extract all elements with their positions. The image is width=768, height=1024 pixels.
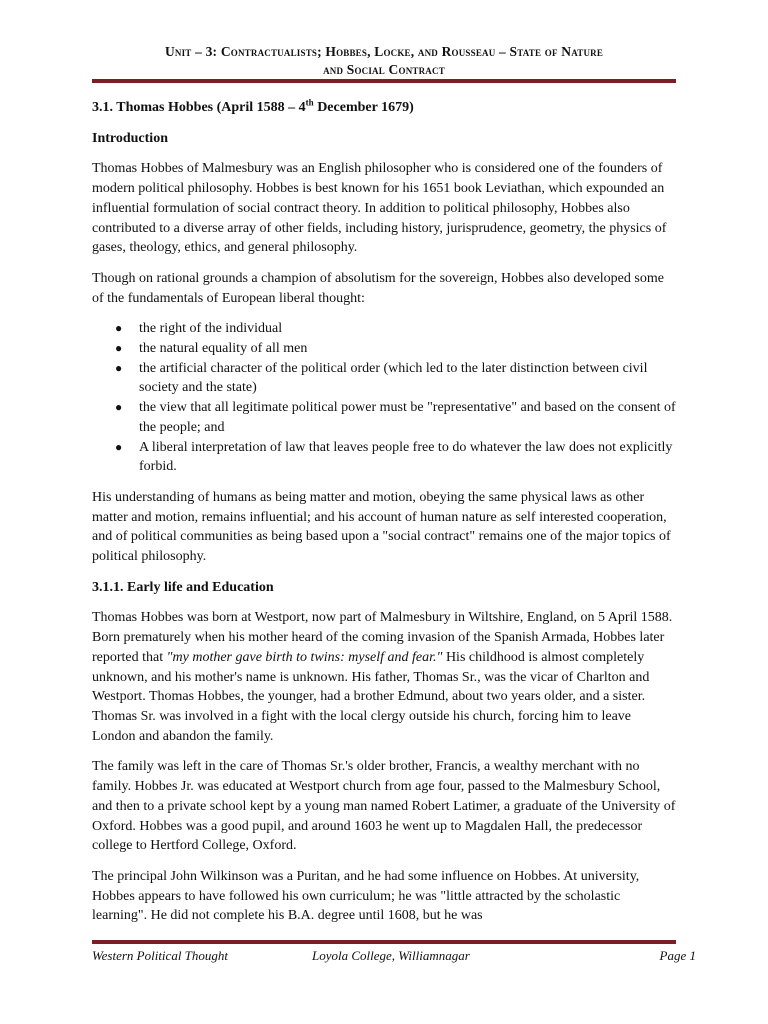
paragraph-university: The principal John Wilkinson was a Puritan, and he had some influence on Hobbes. At university, Hobbes appears to have followed his own curriculum; he was "little attracted by the scholastic learning". He did not complete his B.A. degree until 1608, but he was [92,868,640,924]
paragraph-human-nature: His understanding of humans as being matter and motion, obeying the same physical laws as other matter and motion, remains influential; and his account of human nature as self interested cooperation, and of political communities as being based upon a "social contract" remains one of the major topics of political philosophy. [92,489,671,565]
bullet-icon: ● [115,400,123,415]
list-item: ● A liberal interpretation of law that leaves people free to do whatever the law does not explicitly forbid. [115,439,673,475]
footer-divider [92,940,676,944]
subsection-heading: 3.1.1. Early life and Education [92,579,274,595]
bullet-icon: ● [115,341,123,356]
header-divider [92,79,676,83]
paragraph-early-life: Thomas Hobbes was born at Westport, now part of Malmesbury in Wiltshire, England, on 5 April 1588. Born prematurely when his mother heard of the coming invasion of the Spanish Armada, Hobbes later reported that "my mother gave birth to twins: myself and fear." His childhood is almost completely unknown, and his mother's name is unknown. His father, Thomas Sr., was the vicar of Charlton and Westport. Thomas Hobbes, the younger, had a brother Edmund, about two years older, and a sister. Thomas Sr. was involved in a fight with the local clergy outside his church, forcing him to leave London and abandon the family. [92,610,673,744]
paragraph-family: The family was left in the care of Thomas Sr.'s older brother, Francis, a wealthy merchant with no family. Hobbes Jr. was educated at Westport church from age four, passed to the Malmesbury School, and then to a private school kept by a young man named Robert Latimer, a graduate of the University of Oxford. Hobbes was a good pupil, and around 1603 he went up to Magdalen Hall, the predecessor college to Hertford College, Oxford. [92,759,676,854]
bullet-icon: ● [115,439,123,454]
bullet-icon: ● [115,321,123,336]
section-heading: 3.1. Thomas Hobbes (April 1588 – 4th December 1679) [92,97,414,115]
bullet-list [92,319,677,477]
list-item: ● the view that all legitimate political power must be "representative" and based on the consent of the people; and [115,400,676,435]
paragraph-intro: Thomas Hobbes of Malmesbury was an English philosopher who is considered one of the founders of modern political philosophy. Hobbes is best known for his 1651 book Leviathan, which expounded an influential formulation of social contract theory. In addition to political philosophy, Hobbes also contributed to a diverse array of other fields, including history, jurisprudence, geometry, the physics of gases, theology, ethics, and general philosophy. [92,161,667,256]
footer-page-number: Page 1 [659,948,696,963]
footer-institution: Loyola College, Williamnagar [312,948,470,963]
header-title-line-1: Unit – 3: Contractualists; Hobbes, Locke, and Rousseau – State of Nature [164,44,604,59]
list-item: ● the natural equality of all men [92,339,677,359]
header-title-line-2: and Social Contract [323,62,445,77]
bullet-icon: ● [115,360,123,375]
list-item: ● the artificial character of the political order (which led to the later distinction between civil society and the state) [115,360,648,396]
page-header-title [92,43,676,79]
list-item: ● the right of the individual [92,319,677,339]
page-footer [92,948,696,968]
document-body [92,98,677,937]
footer-course: Western Political Thought [92,948,229,963]
introduction-heading: Introduction [92,130,168,146]
paragraph-liberal-thought: Though on rational grounds a champion of absolutism for the sovereign, Hobbes also developed some of the fundamentals of European liberal thought: [92,270,664,306]
quote-text: "my mother gave birth to twins: myself and fear." [166,649,443,665]
